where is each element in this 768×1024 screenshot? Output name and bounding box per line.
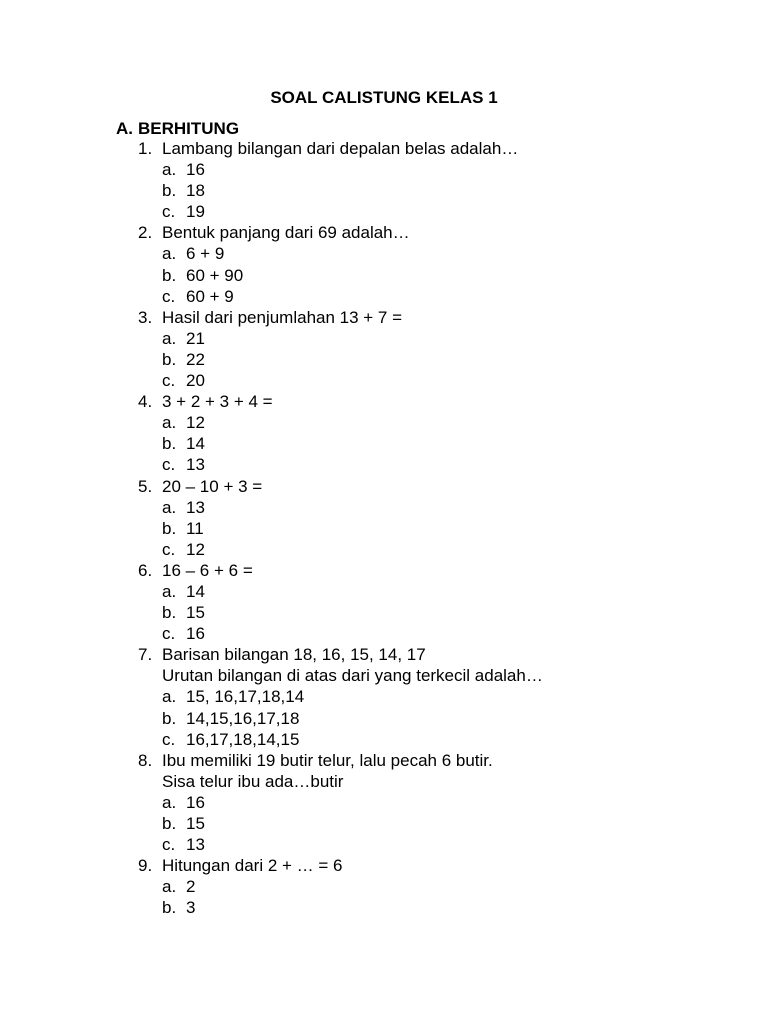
option-text: 14,15,16,17,18 bbox=[186, 708, 300, 728]
answer-option bbox=[0, 708, 768, 729]
option-letter: a. bbox=[162, 497, 177, 517]
question-item bbox=[0, 855, 768, 918]
question-line bbox=[0, 855, 768, 876]
answer-option bbox=[0, 433, 768, 454]
option-text: 22 bbox=[186, 349, 205, 369]
option-letter: c. bbox=[162, 202, 176, 222]
option-text: 13 bbox=[186, 455, 205, 475]
answer-option bbox=[0, 180, 768, 201]
option-letter: b. bbox=[162, 265, 177, 285]
option-text: 6 + 9 bbox=[186, 244, 225, 264]
answer-option bbox=[0, 454, 768, 475]
question-text: 3 + 2 + 3 + 4 = bbox=[162, 392, 273, 412]
answer-option bbox=[0, 243, 768, 264]
option-text: 16 bbox=[186, 160, 205, 180]
question-number: 2. bbox=[138, 223, 153, 243]
option-text: 15, 16,17,18,14 bbox=[186, 687, 305, 707]
option-text: 16 bbox=[186, 624, 205, 644]
option-letter: b. bbox=[162, 434, 177, 454]
answer-option bbox=[0, 370, 768, 391]
answer-option bbox=[0, 897, 768, 918]
question-number: 5. bbox=[138, 476, 153, 496]
answer-option bbox=[0, 834, 768, 855]
answer-option bbox=[0, 729, 768, 750]
answer-option bbox=[0, 813, 768, 834]
question-text: Hitungan dari 2 + … = 6 bbox=[162, 856, 343, 876]
question-line bbox=[0, 307, 768, 328]
answer-option bbox=[0, 581, 768, 602]
option-text: 12 bbox=[186, 413, 205, 433]
option-letter: c. bbox=[162, 729, 176, 749]
page-title: SOAL CALISTUNG KELAS 1 bbox=[270, 88, 498, 107]
option-letter: b. bbox=[162, 603, 177, 623]
question-number: 6. bbox=[138, 560, 153, 580]
section-label: BERHITUNG bbox=[138, 119, 240, 138]
option-text: 18 bbox=[186, 181, 205, 201]
answer-option bbox=[0, 159, 768, 180]
option-letter: c. bbox=[162, 835, 176, 855]
option-letter: a. bbox=[162, 160, 177, 180]
option-letter: c. bbox=[162, 286, 176, 306]
question-line bbox=[0, 391, 768, 412]
question-text: 20 – 10 + 3 = bbox=[162, 476, 263, 496]
answer-option bbox=[0, 518, 768, 539]
question-line bbox=[0, 560, 768, 581]
section-heading bbox=[116, 118, 239, 139]
answer-option bbox=[0, 876, 768, 897]
answer-option bbox=[0, 328, 768, 349]
question-item bbox=[0, 476, 768, 560]
question-line bbox=[0, 665, 768, 686]
answer-option bbox=[0, 265, 768, 286]
question-item bbox=[0, 222, 768, 306]
option-letter: b. bbox=[162, 349, 177, 369]
option-letter: b. bbox=[162, 518, 177, 538]
question-line bbox=[0, 644, 768, 665]
option-text: 60 + 90 bbox=[186, 265, 244, 285]
option-letter: a. bbox=[162, 328, 177, 348]
option-letter: a. bbox=[162, 244, 177, 264]
option-letter: a. bbox=[162, 687, 177, 707]
answer-option bbox=[0, 623, 768, 644]
option-letter: c. bbox=[162, 455, 176, 475]
option-letter: b. bbox=[162, 898, 177, 918]
option-text: 19 bbox=[186, 202, 205, 222]
question-item bbox=[0, 560, 768, 644]
question-item bbox=[0, 307, 768, 391]
question-text: Ibu memiliki 19 butir telur, lalu pecah 6 butir. bbox=[162, 750, 493, 770]
answer-option bbox=[0, 792, 768, 813]
option-text: 15 bbox=[186, 603, 205, 623]
option-text: 13 bbox=[186, 835, 205, 855]
question-line bbox=[0, 750, 768, 771]
answer-option bbox=[0, 201, 768, 222]
section-letter: A. bbox=[116, 119, 133, 138]
answer-option bbox=[0, 286, 768, 307]
question-number: 4. bbox=[138, 392, 153, 412]
question-item bbox=[0, 138, 768, 222]
question-item bbox=[0, 391, 768, 475]
answer-option bbox=[0, 686, 768, 707]
option-text: 14 bbox=[186, 581, 205, 601]
question-number: 1. bbox=[138, 139, 153, 158]
option-letter: a. bbox=[162, 792, 177, 812]
option-text: 20 bbox=[186, 371, 205, 391]
answer-option bbox=[0, 497, 768, 518]
option-letter: b. bbox=[162, 181, 177, 201]
option-text: 15 bbox=[186, 814, 205, 833]
question-text: Barisan bilangan 18, 16, 15, 14, 17 bbox=[162, 645, 426, 665]
question-text: Urutan bilangan di atas dari yang terkecil adalah… bbox=[162, 666, 543, 686]
question-number: 3. bbox=[138, 307, 153, 327]
question-list bbox=[0, 138, 768, 918]
question-number: 7. bbox=[138, 645, 153, 665]
question-line bbox=[0, 476, 768, 497]
question-number: 9. bbox=[138, 856, 153, 876]
option-text: 3 bbox=[186, 898, 196, 918]
question-item bbox=[0, 750, 768, 855]
question-text: 16 – 6 + 6 = bbox=[162, 560, 253, 580]
option-letter: a. bbox=[162, 413, 177, 433]
option-text: 16,17,18,14,15 bbox=[186, 729, 300, 749]
option-text: 13 bbox=[186, 497, 205, 517]
answer-option bbox=[0, 349, 768, 370]
option-letter: c. bbox=[162, 539, 176, 559]
option-text: 2 bbox=[186, 877, 196, 897]
option-text: 60 + 9 bbox=[186, 286, 234, 306]
option-letter: c. bbox=[162, 371, 176, 391]
question-text: Bentuk panjang dari 69 adalah… bbox=[162, 223, 410, 243]
option-letter: a. bbox=[162, 581, 177, 601]
option-letter: b. bbox=[162, 814, 177, 833]
question-line bbox=[0, 138, 768, 159]
option-text: 11 bbox=[186, 518, 204, 538]
option-text: 14 bbox=[186, 434, 205, 454]
option-letter: b. bbox=[162, 708, 177, 728]
answer-option bbox=[0, 602, 768, 623]
question-text: Lambang bilangan dari depalan belas adalah… bbox=[162, 139, 519, 158]
question-line bbox=[0, 771, 768, 792]
option-text: 12 bbox=[186, 539, 205, 559]
option-letter: c. bbox=[162, 624, 176, 644]
question-number: 8. bbox=[138, 750, 153, 770]
option-letter: a. bbox=[162, 877, 177, 897]
option-text: 16 bbox=[186, 792, 205, 812]
question-line bbox=[0, 222, 768, 243]
answer-option bbox=[0, 539, 768, 560]
option-text: 21 bbox=[186, 328, 205, 348]
question-text: Hasil dari penjumlahan 13 + 7 = bbox=[162, 307, 403, 327]
question-text: Sisa telur ibu ada…butir bbox=[162, 771, 344, 791]
answer-option bbox=[0, 412, 768, 433]
question-item bbox=[0, 644, 768, 749]
